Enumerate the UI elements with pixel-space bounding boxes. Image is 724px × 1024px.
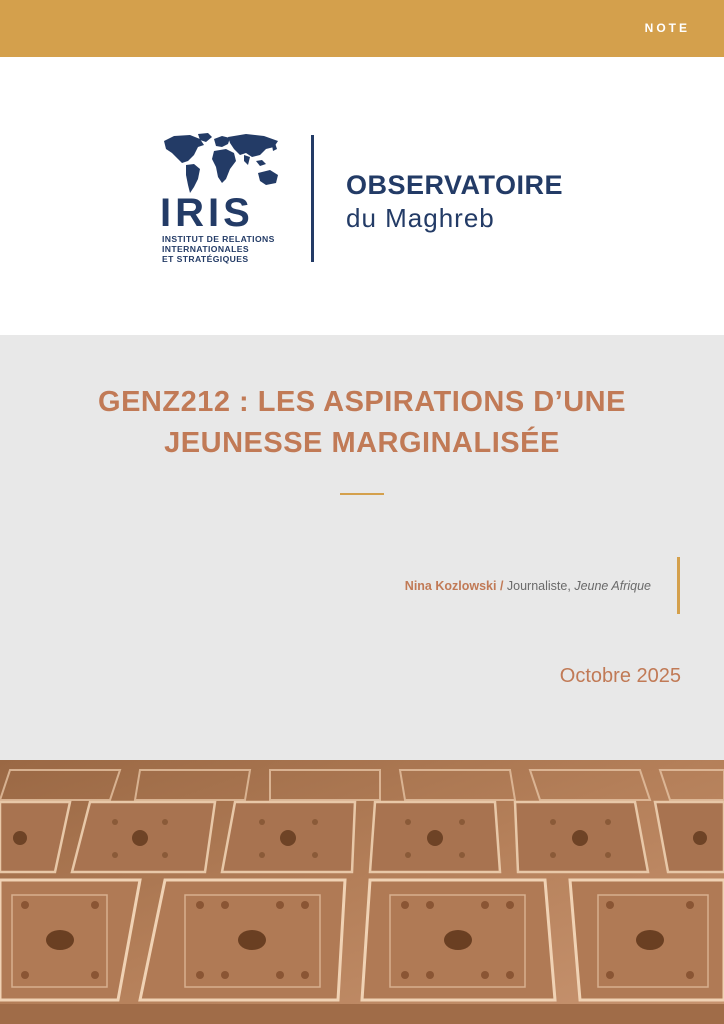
document-type-label: NOTE: [644, 21, 690, 35]
iris-subtitle-line: INSTITUT DE RELATIONS: [162, 234, 275, 244]
iris-subtitle-line: ET STRATÉGIQUES: [162, 254, 249, 264]
iris-subtitle-line: INTERNATIONALES: [162, 244, 250, 254]
author-name: Nina Kozlowski: [404, 579, 497, 593]
observatory-subtitle: du Maghreb: [346, 203, 495, 233]
header-bar: [0, 0, 724, 57]
title-panel: [0, 335, 724, 760]
author-separator: /: [496, 579, 507, 593]
author-publication: Jeune Afrique: [574, 579, 651, 593]
title-underline: [340, 493, 384, 495]
document-title-line: JEUNESSE MARGINALISÉE: [164, 427, 560, 459]
observatory-title: OBSERVATOIRE: [346, 170, 564, 200]
author-role: Journaliste,: [506, 579, 575, 593]
cover-photo: [0, 760, 724, 1024]
geometric-lattice-pattern-icon: [0, 760, 724, 1024]
logo-divider: [311, 135, 314, 262]
author-byline: [405, 579, 651, 593]
document-title: [40, 382, 684, 464]
iris-subtitle: [162, 234, 292, 264]
publication-date: Octobre 2025: [559, 665, 681, 687]
logo-area: [0, 57, 724, 335]
author-accent-bar: [677, 557, 680, 614]
world-map-icon: [160, 133, 282, 195]
iris-wordmark: IRIS: [160, 191, 254, 235]
document-title-line: GENZ212 : LES ASPIRATIONS D’UNE: [98, 386, 626, 418]
